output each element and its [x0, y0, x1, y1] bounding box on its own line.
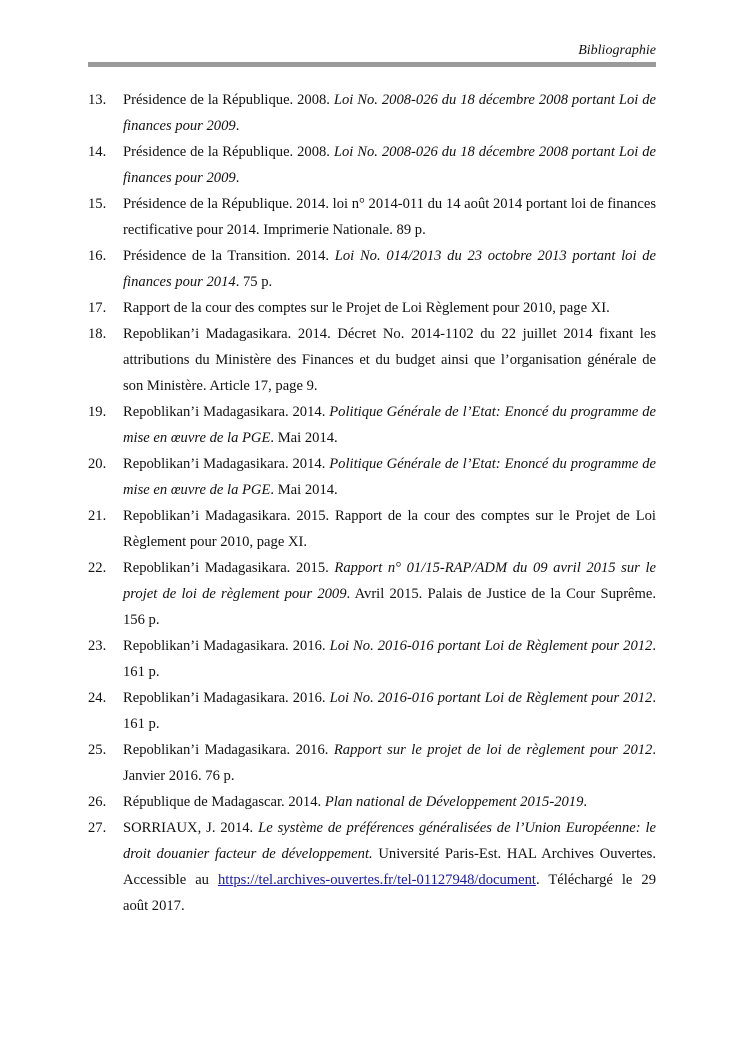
entry-text: . Mai 2014.	[270, 430, 338, 446]
entry-text: . 75 p.	[235, 274, 273, 290]
entry-number: 19.	[88, 404, 107, 420]
entry-text: .	[235, 118, 240, 134]
entry-number: 21.	[88, 508, 107, 524]
bibliography-entry	[88, 815, 656, 919]
bibliography-entry	[88, 87, 656, 139]
entry-number: 24.	[88, 690, 107, 706]
bibliography-entry	[88, 191, 656, 243]
bibliography-entry	[88, 633, 656, 685]
entry-text: Repoblikan’i Madagasikara. 2016.	[123, 638, 330, 654]
entry-text: Repoblikan’i Madagasikara. 2014.	[123, 456, 330, 472]
entry-text: République de Madagascar. 2014.	[123, 794, 325, 810]
entry-link[interactable]: https://tel.archives-ouvertes.fr/tel-01127948/document	[217, 872, 536, 888]
bibliography-entry	[88, 503, 656, 555]
entry-text: . Téléchargé le 29 août 2017.	[123, 872, 656, 914]
entry-number: 26.	[88, 794, 107, 810]
entry-number: 17.	[88, 300, 107, 316]
entry-text: . 161 p.	[123, 638, 656, 680]
entry-text: SORRIAUX, J. 2014.	[123, 820, 259, 836]
bibliography-entry	[88, 321, 656, 399]
entry-text: . 161 p.	[123, 690, 656, 732]
bibliography-list	[88, 87, 656, 919]
entry-text: .	[235, 170, 240, 186]
bibliography-entry	[88, 685, 656, 737]
entry-text: Repoblikan’i Madagasikara. 2015.	[123, 560, 335, 576]
entry-title: Politique Générale de l’Etat: Enoncé du programme de mise en œuvre de la PGE	[123, 404, 656, 446]
entry-title: Loi No. 2016-016 portant Loi de Règlement pour 2012	[329, 638, 653, 654]
entry-number: 15.	[88, 196, 107, 212]
entry-text: Présidence de la République. 2008.	[123, 144, 334, 160]
entry-text: .	[583, 794, 588, 810]
entry-title: Rapport sur le projet de loi de règlement pour 2012	[333, 742, 653, 758]
entry-text: Rapport de la cour des comptes sur le Projet de Loi Règlement pour 2010, page XI.	[123, 300, 610, 316]
bibliography-entry	[88, 789, 656, 815]
entry-number: 20.	[88, 456, 107, 472]
entry-number: 22.	[88, 560, 107, 576]
entry-title: Rapport n° 01/15-RAP/ADM du 09 avril 2015 sur le projet de loi de règlement pour 2009	[123, 560, 656, 602]
entry-text: Présidence de la Transition. 2014.	[123, 248, 335, 264]
entry-text: . Avril 2015. Palais de Justice de la Cour Suprême. 156 p.	[123, 586, 657, 628]
entry-number: 23.	[88, 638, 107, 654]
entry-text: Repoblikan’i Madagasikara. 2014. Décret No. 2014-1102 du 22 juillet 2014 fixant les attributions du Ministère des Finances et du budget ainsi que l’organisation générale de son Ministère. Article 17, page 9.	[123, 326, 656, 394]
entry-number: 18.	[88, 326, 107, 342]
entry-number: 14.	[88, 144, 107, 160]
entry-title: Loi No. 014/2013 du 23 octobre 2013 portant loi de finances pour 2014	[123, 248, 656, 290]
entry-text: Repoblikan’i Madagasikara. 2014.	[123, 404, 330, 420]
bibliography-entry	[88, 555, 656, 633]
entry-title: Politique Générale de l’Etat: Enoncé du programme de mise en œuvre de la PGE	[123, 456, 656, 498]
entry-text: Université Paris-Est. HAL Archives Ouvertes. Accessible au	[123, 846, 656, 888]
entry-text: Repoblikan’i Madagasikara. 2015. Rapport de la cour des comptes sur le Projet de Loi Règlement pour 2010, page XI.	[123, 508, 656, 550]
entry-number: 16.	[88, 248, 107, 264]
entry-title: Loi No. 2008-026 du 18 décembre 2008 portant Loi de finances pour 2009	[123, 144, 656, 186]
entry-number: 27.	[88, 820, 107, 836]
bibliography-entry	[88, 451, 656, 503]
entry-title: Loi No. 2008-026 du 18 décembre 2008 portant Loi de finances pour 2009	[123, 92, 656, 134]
running-header: Bibliographie	[578, 43, 656, 58]
entry-text: . Janvier 2016. 76 p.	[123, 742, 656, 784]
bibliography-entry	[88, 295, 656, 321]
bibliography-entry	[88, 139, 656, 191]
bibliography-entry	[88, 399, 656, 451]
entry-title: Le système de préférences généralisées de l’Union Européenne: le droit douanier facteur de développement.	[123, 820, 657, 862]
bibliography-entry	[88, 737, 656, 789]
header-rule	[88, 62, 656, 67]
entry-title: Plan national de Développement 2015-2019	[324, 794, 584, 810]
entry-text: . Mai 2014.	[270, 482, 338, 498]
entry-title: Loi No. 2016-016 portant Loi de Règlement pour 2012	[329, 690, 653, 706]
entry-text: Présidence de la République. 2014. loi n° 2014-011 du 14 août 2014 portant loi de finances rectificative pour 2014. Imprimerie Nationale. 89 p.	[123, 196, 656, 238]
entry-text: Repoblikan’i Madagasikara. 2016.	[123, 742, 334, 758]
entry-number: 13.	[88, 92, 107, 108]
entry-text: Repoblikan’i Madagasikara. 2016.	[123, 690, 330, 706]
entry-text: Présidence de la République. 2008.	[123, 92, 334, 108]
entry-number: 25.	[88, 742, 107, 758]
bibliography-entry	[88, 243, 656, 295]
